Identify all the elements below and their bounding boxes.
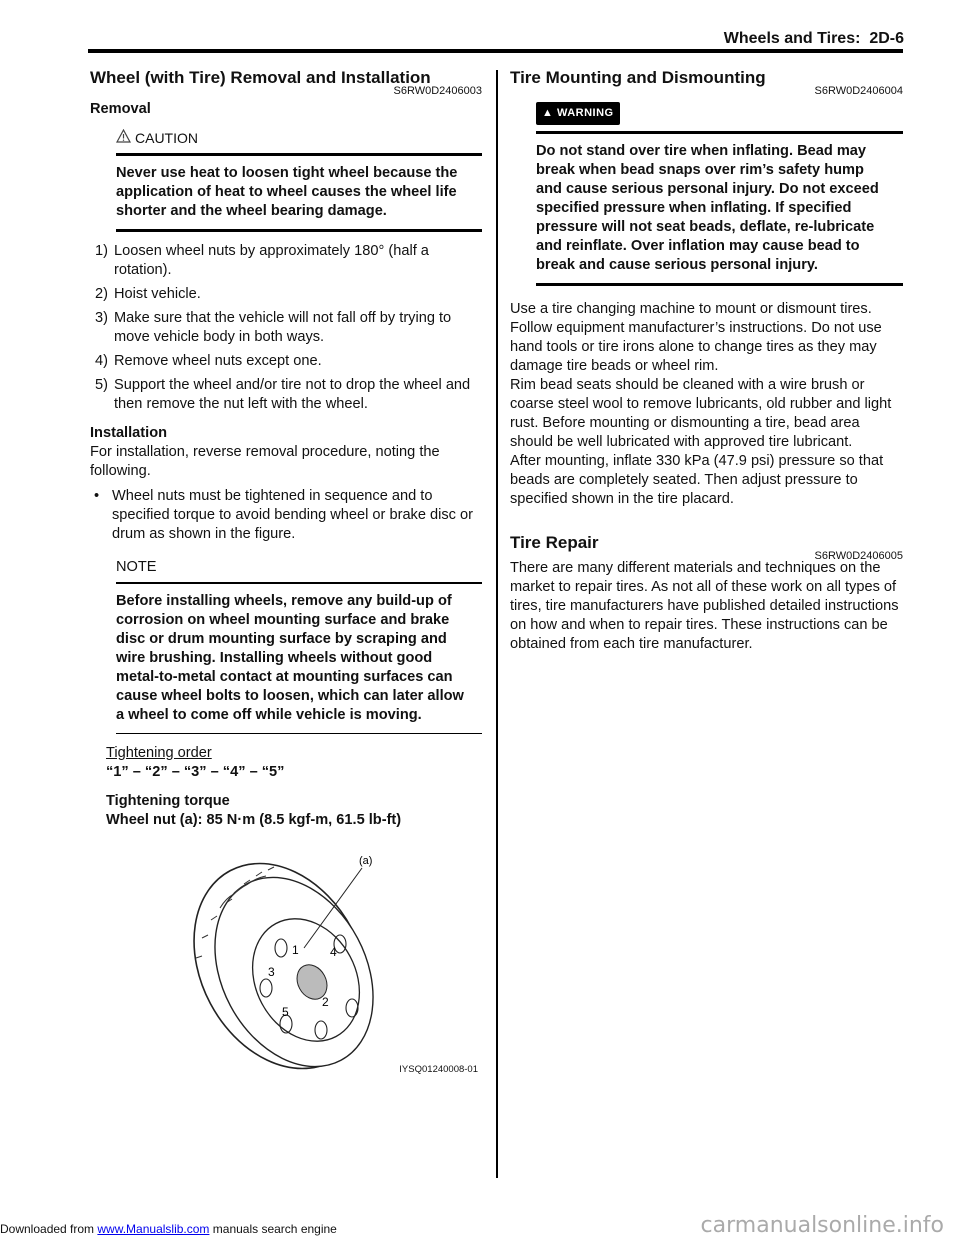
manualslib-link[interactable]: www.Manualslib.com	[97, 1222, 210, 1236]
section-heading-wheel-removal	[90, 68, 482, 97]
caution-bottom-rule	[116, 229, 482, 232]
nut-number-4: 4	[330, 945, 337, 959]
step-number: 5)	[95, 377, 108, 393]
paragraph: There are many different materials and techniques on the market to repair tires. As not all of these work on all types of tires, tire manufacturers have published detailed instructions on how and when to repair tires. These instructions can be obtained from each tire manufacturer.	[510, 560, 899, 652]
section-heading-tire-mounting	[510, 68, 903, 97]
torque-label: Tightening torque	[106, 793, 230, 809]
left-column	[90, 68, 482, 1083]
list-item	[90, 285, 482, 304]
installation-label: Installation	[90, 425, 168, 441]
header-title: Wheels and Tires:	[723, 30, 861, 47]
watermark: carmanualsonline.info	[700, 1213, 944, 1238]
step-text: Support the wheel and/or tire not to drop the wheel and then remove the nut left with the wheel.	[114, 377, 471, 412]
tightening-order: “1” – “2” – “3” – “4” – “5”	[106, 764, 285, 780]
step-number: 4)	[95, 353, 108, 369]
list-item	[90, 309, 482, 347]
paragraph: After mounting, inflate 330 kPa (47.9 psi) pressure so that beads are completely seated. Then adjust pressure to specified shown in the tire placard.	[510, 453, 884, 507]
page-header	[724, 30, 904, 48]
warning-box	[536, 102, 903, 286]
warning-triangle-icon: ▲	[542, 107, 554, 119]
nut-number-3: 3	[268, 965, 275, 979]
step-text: Loosen wheel nuts by approximately 180° (half a rotation).	[114, 243, 429, 278]
torque-value: Wheel nut (a): 85 N·m (8.5 kgf-m, 61.5 lb-ft)	[106, 812, 402, 828]
heading-text: Tire Repair	[510, 533, 599, 552]
bullet-text: Wheel nuts must be tightened in sequence and to specified torque to avoid bending wheel or brake disc or drum as shown in the figure.	[112, 488, 474, 542]
list-item	[90, 487, 482, 544]
caution-box	[116, 129, 482, 232]
wheel-illustration	[116, 848, 486, 1083]
heading-text: Wheel (with Tire) Removal and Installation	[90, 68, 431, 87]
caution-title-text: CAUTION	[135, 130, 198, 146]
removal-label: Removal	[90, 101, 151, 117]
heading-text: Tire Mounting and Dismounting	[510, 68, 766, 87]
warning-bottom-rule	[536, 283, 903, 286]
tightening-spec	[106, 744, 482, 830]
paragraph: Rim bead seats should be cleaned with a wire brush or coarse steel wool to remove lubricants, old rubber and light rust. Before mounting or dismounting a tire, bead area should be well lubricated with approved tire lubricant.	[510, 377, 892, 450]
bullet-dot: •	[94, 488, 100, 504]
section-code: S6RW0D2406005	[814, 550, 903, 562]
caution-text: Never use heat to loosen tight wheel because the application of heat to wheel causes the wheel life shorter and the wheel bearing damage.	[116, 165, 458, 219]
tightening-order-label: Tightening order	[106, 745, 212, 761]
footer	[0, 1222, 337, 1236]
removal-steps	[90, 242, 482, 414]
footer-prefix: Downloaded from	[0, 1222, 98, 1236]
step-text: Hoist vehicle.	[114, 286, 201, 302]
caution-triangle-icon	[116, 129, 131, 148]
warning-badge	[536, 102, 620, 125]
list-item	[90, 376, 482, 414]
section-code: S6RW0D2406003	[393, 85, 482, 97]
step-number: 1)	[95, 243, 108, 259]
note-box	[116, 558, 482, 734]
column-divider	[496, 70, 498, 1178]
footer-suffix: manuals search engine	[209, 1222, 337, 1236]
nut-number-5: 5	[282, 1005, 289, 1019]
nut-number-2: 2	[322, 995, 329, 1009]
step-number: 2)	[95, 286, 108, 302]
installation-intro: For installation, reverse removal procedure, noting the following.	[90, 444, 440, 479]
note-title: NOTE	[116, 559, 157, 575]
wheel-figure	[116, 848, 486, 1083]
right-column	[510, 68, 903, 654]
list-item	[90, 352, 482, 371]
figure-code: IYSQ01240008-01	[399, 1064, 478, 1075]
step-text: Remove wheel nuts except one.	[114, 353, 322, 369]
callout-label: (a)	[359, 855, 373, 867]
step-text: Make sure that the vehicle will not fall off by trying to move vehicle body in both ways.	[114, 310, 452, 345]
warning-text: Do not stand over tire when inflating. Bead may break when bead snaps over rim’s safety hump and cause serious personal injury. Do not exceed specified pressure when inflating. If specified pressure will not seat beads, deflate, re-lubricate and reinflate. Over inflation may cause bead to break and cause serious personal injury.	[536, 143, 879, 273]
note-text: Before installing wheels, remove any build-up of corrosion on wheel mounting surface and brake disc or drum mounting surface by scraping and wire brushing. Installing wheels without good metal-to-metal contact at mounting surfaces can cause wheel bolts to loosen, which can later allow a wheel to come off while vehicle is moving.	[116, 592, 464, 723]
step-number: 3)	[95, 310, 108, 326]
caution-title	[116, 129, 482, 153]
nut-number-1: 1	[292, 943, 299, 957]
header-rule	[88, 49, 903, 53]
list-item	[90, 242, 482, 280]
note-bottom-rule	[116, 733, 482, 735]
paragraph: Use a tire changing machine to mount or dismount tires. Follow equipment manufacturer’s instructions. Do not use hand tools or tire irons alone to change tires as they may damage tire beads or wheel rim.	[510, 301, 882, 374]
warning-title: WARNING	[556, 107, 614, 119]
section-heading-tire-repair	[510, 533, 903, 562]
section-code: S6RW0D2406004	[814, 85, 903, 97]
header-page-number: 2D-6	[869, 30, 904, 47]
